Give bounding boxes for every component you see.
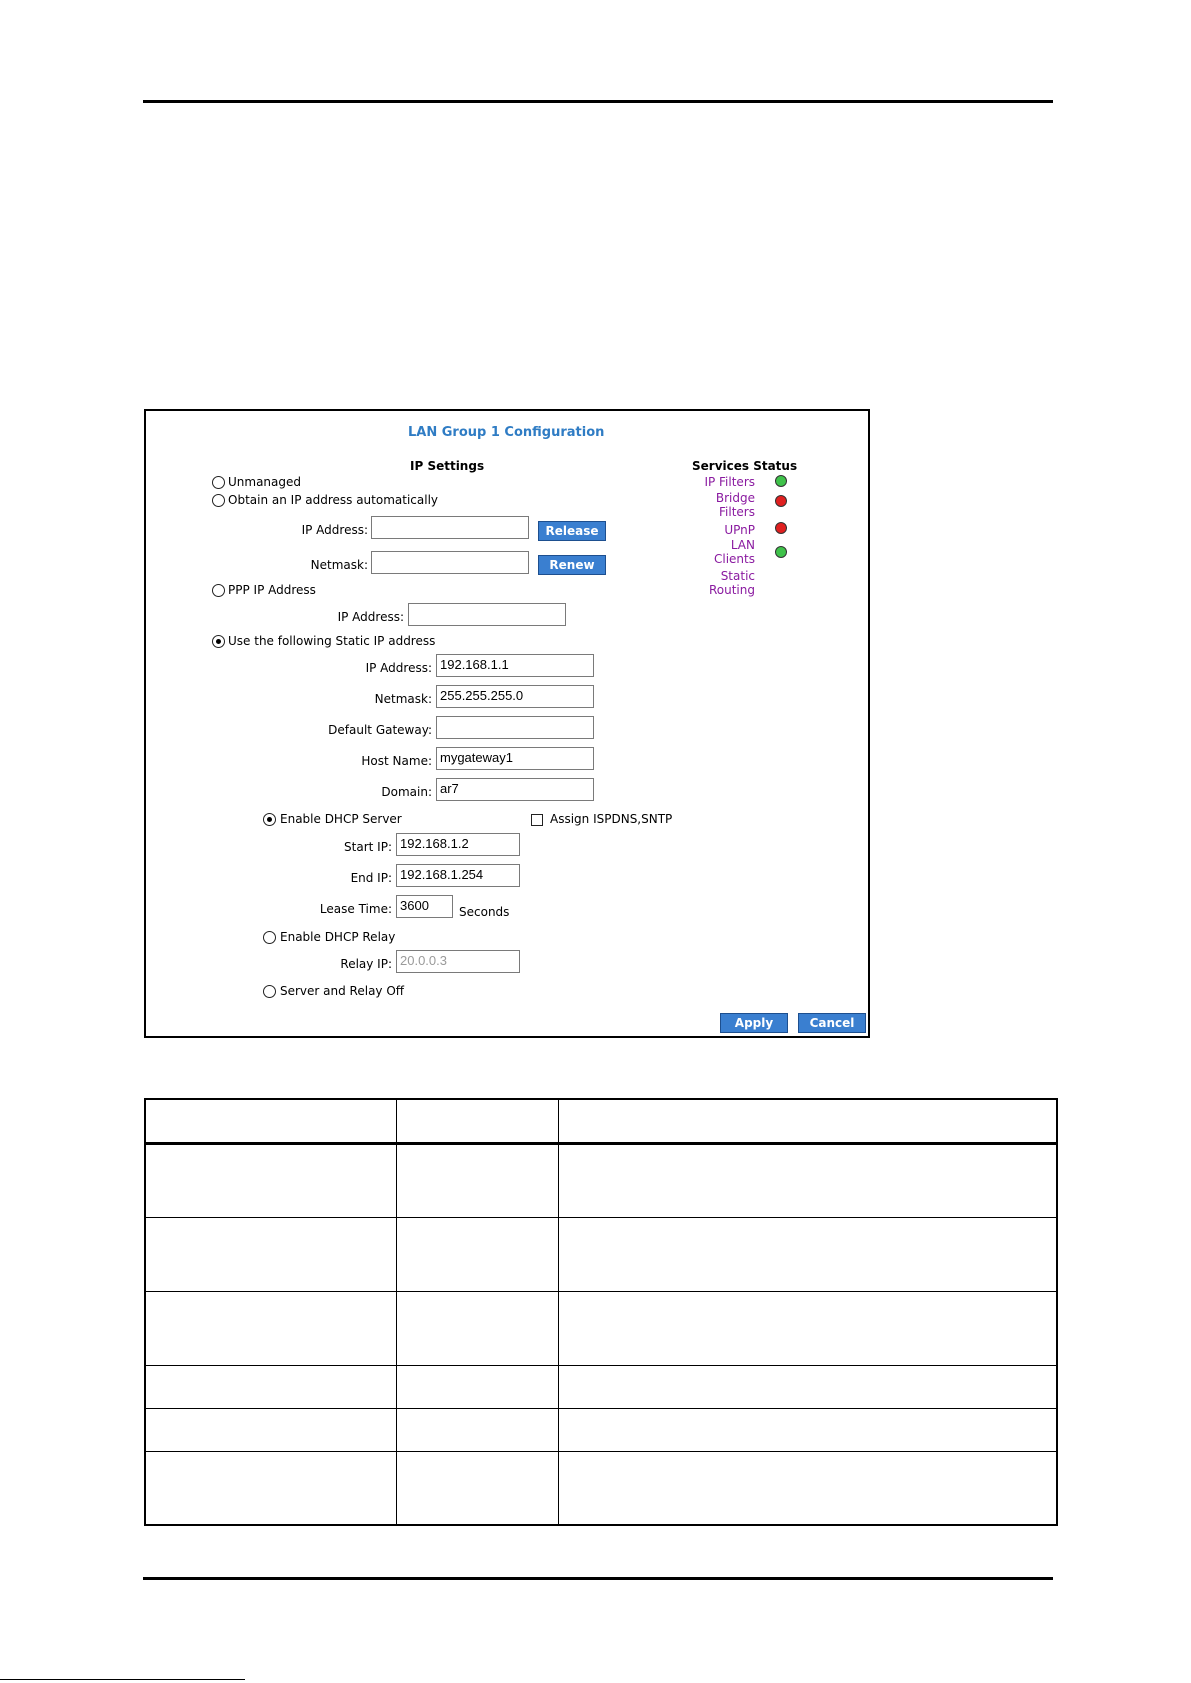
unmanaged-label: Unmanaged bbox=[228, 475, 302, 489]
footer-rule bbox=[143, 1577, 1053, 1580]
ppp-ip-input[interactable] bbox=[408, 603, 566, 626]
cancel-button[interactable]: Cancel bbox=[798, 1013, 866, 1033]
static-netmask-label: Netmask: bbox=[374, 692, 432, 706]
ip-settings-heading: IP Settings bbox=[410, 459, 485, 473]
relay-ip-input[interactable]: 20.0.0.3 bbox=[396, 950, 520, 973]
start-ip-input[interactable]: 192.168.1.2 bbox=[396, 833, 520, 856]
service-static-routing-link[interactable] bbox=[666, 569, 755, 597]
service-upnp-label: UPnP bbox=[724, 523, 755, 537]
table-cell bbox=[396, 1143, 558, 1217]
lease-time-input[interactable]: 3600 bbox=[396, 895, 453, 918]
service-lan-clients-link[interactable] bbox=[666, 538, 755, 566]
lease-time-label: Lease Time: bbox=[319, 902, 392, 916]
table-cell bbox=[558, 1099, 1057, 1143]
services-status-heading: Services Status bbox=[692, 459, 798, 473]
table-cell bbox=[558, 1217, 1057, 1291]
table-cell bbox=[145, 1099, 396, 1143]
table-cell bbox=[558, 1408, 1057, 1451]
service-static-routing-label-2: Routing bbox=[708, 583, 755, 597]
upnp-status-icon bbox=[775, 522, 787, 534]
unmanaged-radio[interactable] bbox=[212, 476, 225, 489]
service-lan-clients-label-1: LAN bbox=[730, 538, 755, 552]
ppp-ip-label: IP Address: bbox=[337, 610, 404, 624]
enable-dhcp-server-label: Enable DHCP Server bbox=[280, 812, 402, 826]
table-cell bbox=[558, 1291, 1057, 1365]
table-row bbox=[145, 1217, 1057, 1291]
table-cell bbox=[396, 1099, 558, 1143]
table-cell bbox=[396, 1451, 558, 1525]
table-cell bbox=[558, 1451, 1057, 1525]
panel-title: LAN Group 1 Configuration bbox=[408, 425, 605, 440]
table-cell bbox=[145, 1291, 396, 1365]
table-cell bbox=[145, 1365, 396, 1408]
header-rule bbox=[143, 100, 1053, 103]
static-label: Use the following Static IP address bbox=[228, 634, 436, 648]
ip-filters-status-icon bbox=[775, 475, 787, 487]
apply-button[interactable]: Apply bbox=[720, 1013, 788, 1033]
service-ip-filters-link[interactable] bbox=[666, 475, 755, 489]
auto-netmask-input[interactable] bbox=[371, 551, 529, 574]
relay-ip-label: Relay IP: bbox=[340, 957, 392, 971]
table-cell bbox=[396, 1408, 558, 1451]
host-name-input[interactable]: mygateway1 bbox=[436, 747, 594, 770]
table-cell bbox=[396, 1217, 558, 1291]
auto-netmask-label: Netmask: bbox=[310, 558, 368, 572]
end-ip-label: End IP: bbox=[350, 871, 392, 885]
lease-time-unit: Seconds bbox=[459, 905, 510, 919]
obtain-auto-radio[interactable] bbox=[212, 494, 225, 507]
table-row bbox=[145, 1365, 1057, 1408]
static-netmask-input[interactable]: 255.255.255.0 bbox=[436, 685, 594, 708]
assign-ispdns-checkbox[interactable] bbox=[531, 814, 543, 826]
lan-clients-status-icon bbox=[775, 546, 787, 558]
table-cell bbox=[396, 1365, 558, 1408]
table-row bbox=[145, 1291, 1057, 1365]
table-header-row bbox=[145, 1099, 1057, 1143]
enable-dhcp-relay-radio[interactable] bbox=[263, 931, 276, 944]
footnote-rule bbox=[0, 1679, 245, 1680]
table-cell bbox=[145, 1451, 396, 1525]
static-radio[interactable] bbox=[212, 635, 225, 648]
assign-ispdns-label: Assign ISPDNS,SNTP bbox=[550, 812, 673, 826]
table-cell bbox=[396, 1291, 558, 1365]
default-gateway-input[interactable] bbox=[436, 716, 594, 739]
host-name-label: Host Name: bbox=[361, 754, 432, 768]
static-ip-label: IP Address: bbox=[365, 661, 432, 675]
service-upnp-link[interactable] bbox=[666, 523, 755, 537]
table-cell bbox=[145, 1143, 396, 1217]
release-button[interactable]: Release bbox=[538, 521, 606, 541]
parameter-table bbox=[144, 1098, 1058, 1526]
ppp-radio[interactable] bbox=[212, 584, 225, 597]
table-row bbox=[145, 1408, 1057, 1451]
service-bridge-filters-label-2: Filters bbox=[719, 505, 755, 519]
table-cell bbox=[145, 1408, 396, 1451]
static-ip-input[interactable]: 192.168.1.1 bbox=[436, 654, 594, 677]
end-ip-input[interactable]: 192.168.1.254 bbox=[396, 864, 520, 887]
renew-button[interactable]: Renew bbox=[538, 555, 606, 575]
table-cell bbox=[558, 1143, 1057, 1217]
service-ip-filters-label: IP Filters bbox=[704, 475, 755, 489]
enable-dhcp-server-radio[interactable] bbox=[263, 813, 276, 826]
auto-ip-input[interactable] bbox=[371, 516, 529, 539]
enable-dhcp-relay-label: Enable DHCP Relay bbox=[280, 930, 396, 944]
server-relay-off-label: Server and Relay Off bbox=[280, 984, 405, 998]
table-cell bbox=[145, 1217, 396, 1291]
table-row bbox=[145, 1451, 1057, 1525]
obtain-auto-label: Obtain an IP address automatically bbox=[228, 493, 439, 507]
ppp-label: PPP IP Address bbox=[228, 583, 316, 597]
start-ip-label: Start IP: bbox=[344, 840, 392, 854]
service-static-routing-label-1: Static bbox=[720, 569, 755, 583]
lan-config-panel bbox=[144, 409, 870, 1038]
service-bridge-filters-link[interactable] bbox=[666, 491, 755, 519]
table-row bbox=[145, 1143, 1057, 1217]
service-bridge-filters-label-1: Bridge bbox=[715, 491, 755, 505]
default-gateway-label: Default Gateway: bbox=[328, 723, 432, 737]
bridge-filters-status-icon bbox=[775, 495, 787, 507]
service-lan-clients-label-2: Clients bbox=[714, 552, 755, 566]
auto-ip-label: IP Address: bbox=[301, 523, 368, 537]
domain-label: Domain: bbox=[381, 785, 432, 799]
server-relay-off-radio[interactable] bbox=[263, 985, 276, 998]
table-cell bbox=[558, 1365, 1057, 1408]
domain-input[interactable]: ar7 bbox=[436, 778, 594, 801]
